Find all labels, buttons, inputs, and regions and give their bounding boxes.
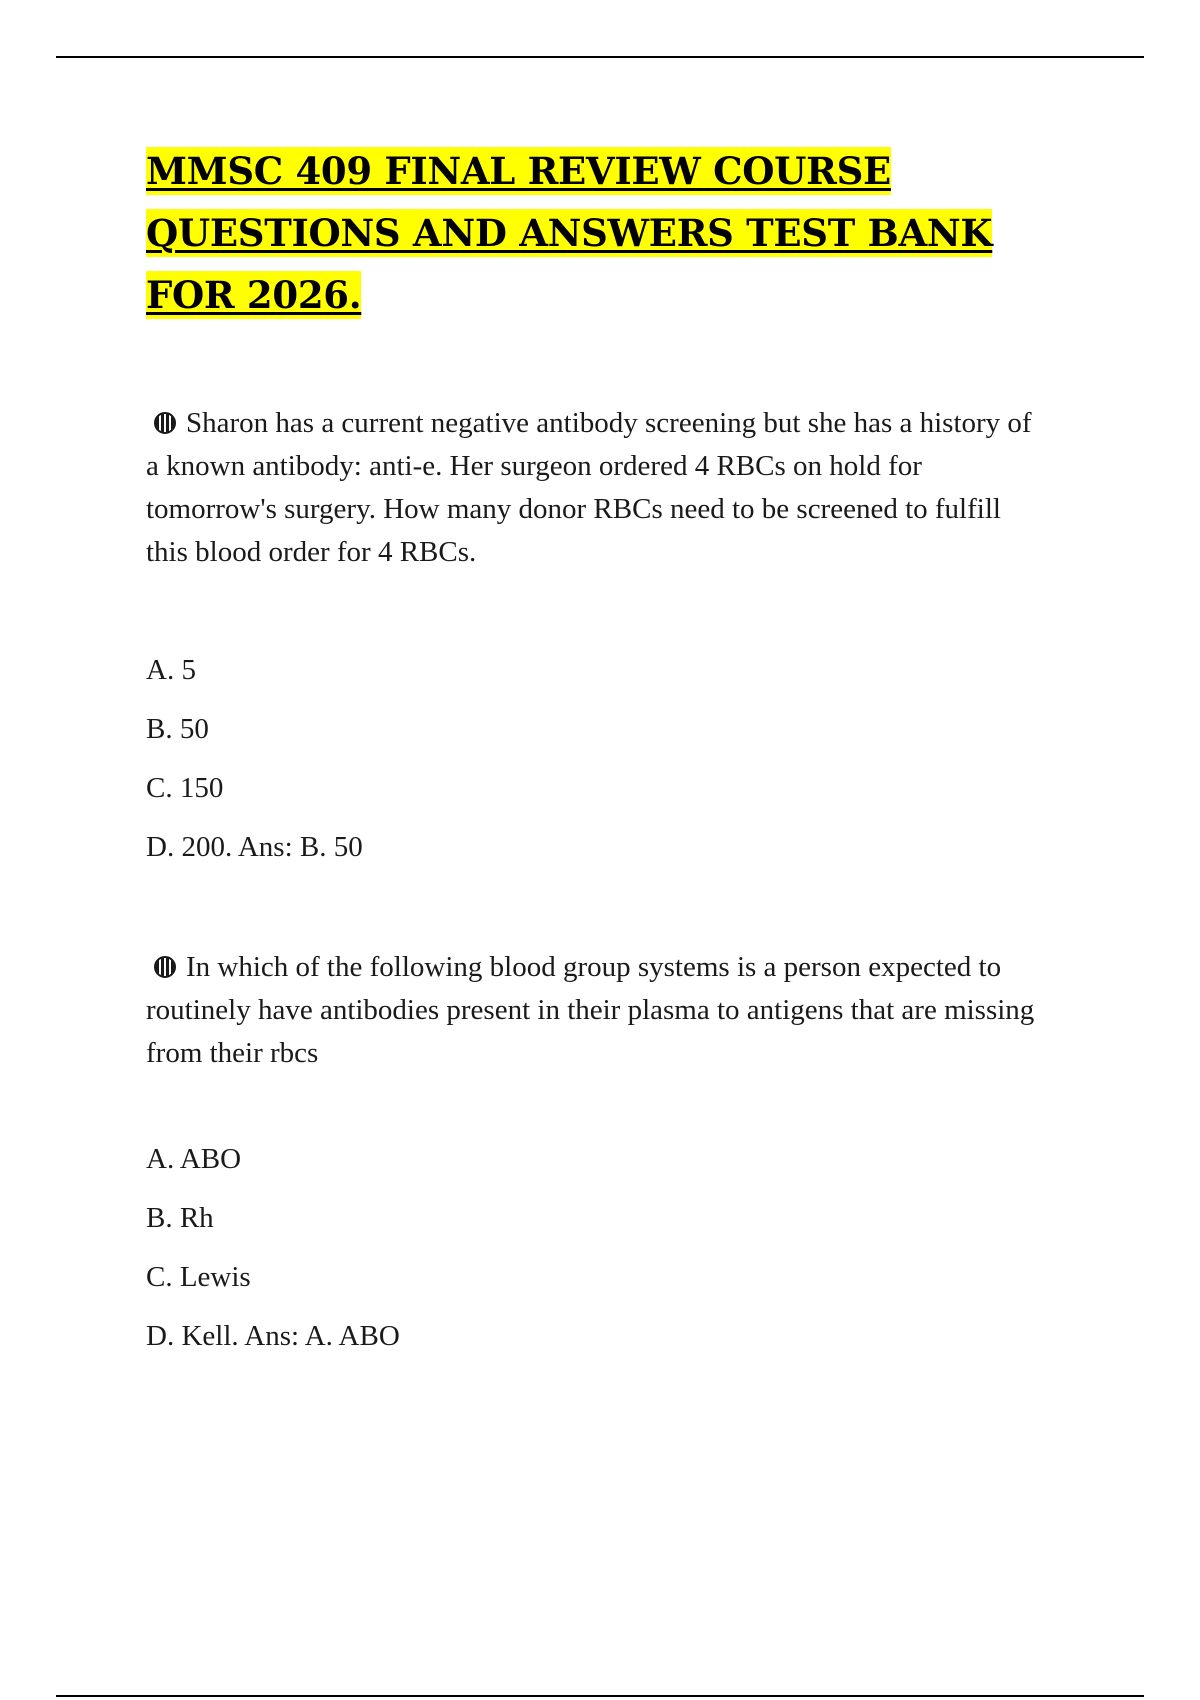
question-2-text: In which of the following blood group systems is a person expected to routinely have antibodies present in their plasma to antigens that are missing from their rbcs [146,951,1035,1069]
bottom-rule [56,1695,1144,1697]
question-2 [146,946,1046,1075]
option-d-answer: D. Kell. Ans: A. ABO [146,1320,400,1352]
question-1-options [146,641,363,877]
option-d-answer: D. 200. Ans: B. 50 [146,831,363,863]
bullet-icon [154,956,176,978]
option-b: B. 50 [146,713,209,745]
option-a: A. ABO [146,1143,242,1175]
question-1 [146,402,1046,574]
option-b: B. Rh [146,1202,214,1234]
title-text: MMSC 409 FINAL REVIEW COURSE QUESTIONS AND ANSWERS TEST BANK FOR 2026. [146,149,993,317]
document-title [146,140,1046,326]
option-a: A. 5 [146,654,196,686]
bullet-icon [154,412,176,434]
top-rule [56,56,1144,58]
option-c: C. Lewis [146,1261,251,1293]
question-2-options [146,1130,400,1366]
option-c: C. 150 [146,772,224,804]
question-1-text: Sharon has a current negative antibody screening but she has a history of a known antibody: anti-e. Her surgeon ordered 4 RBCs on hold for tomorrow's surgery. How many donor RBCs need to be screened to fulfill this blood order for 4 RBCs. [146,407,1032,568]
